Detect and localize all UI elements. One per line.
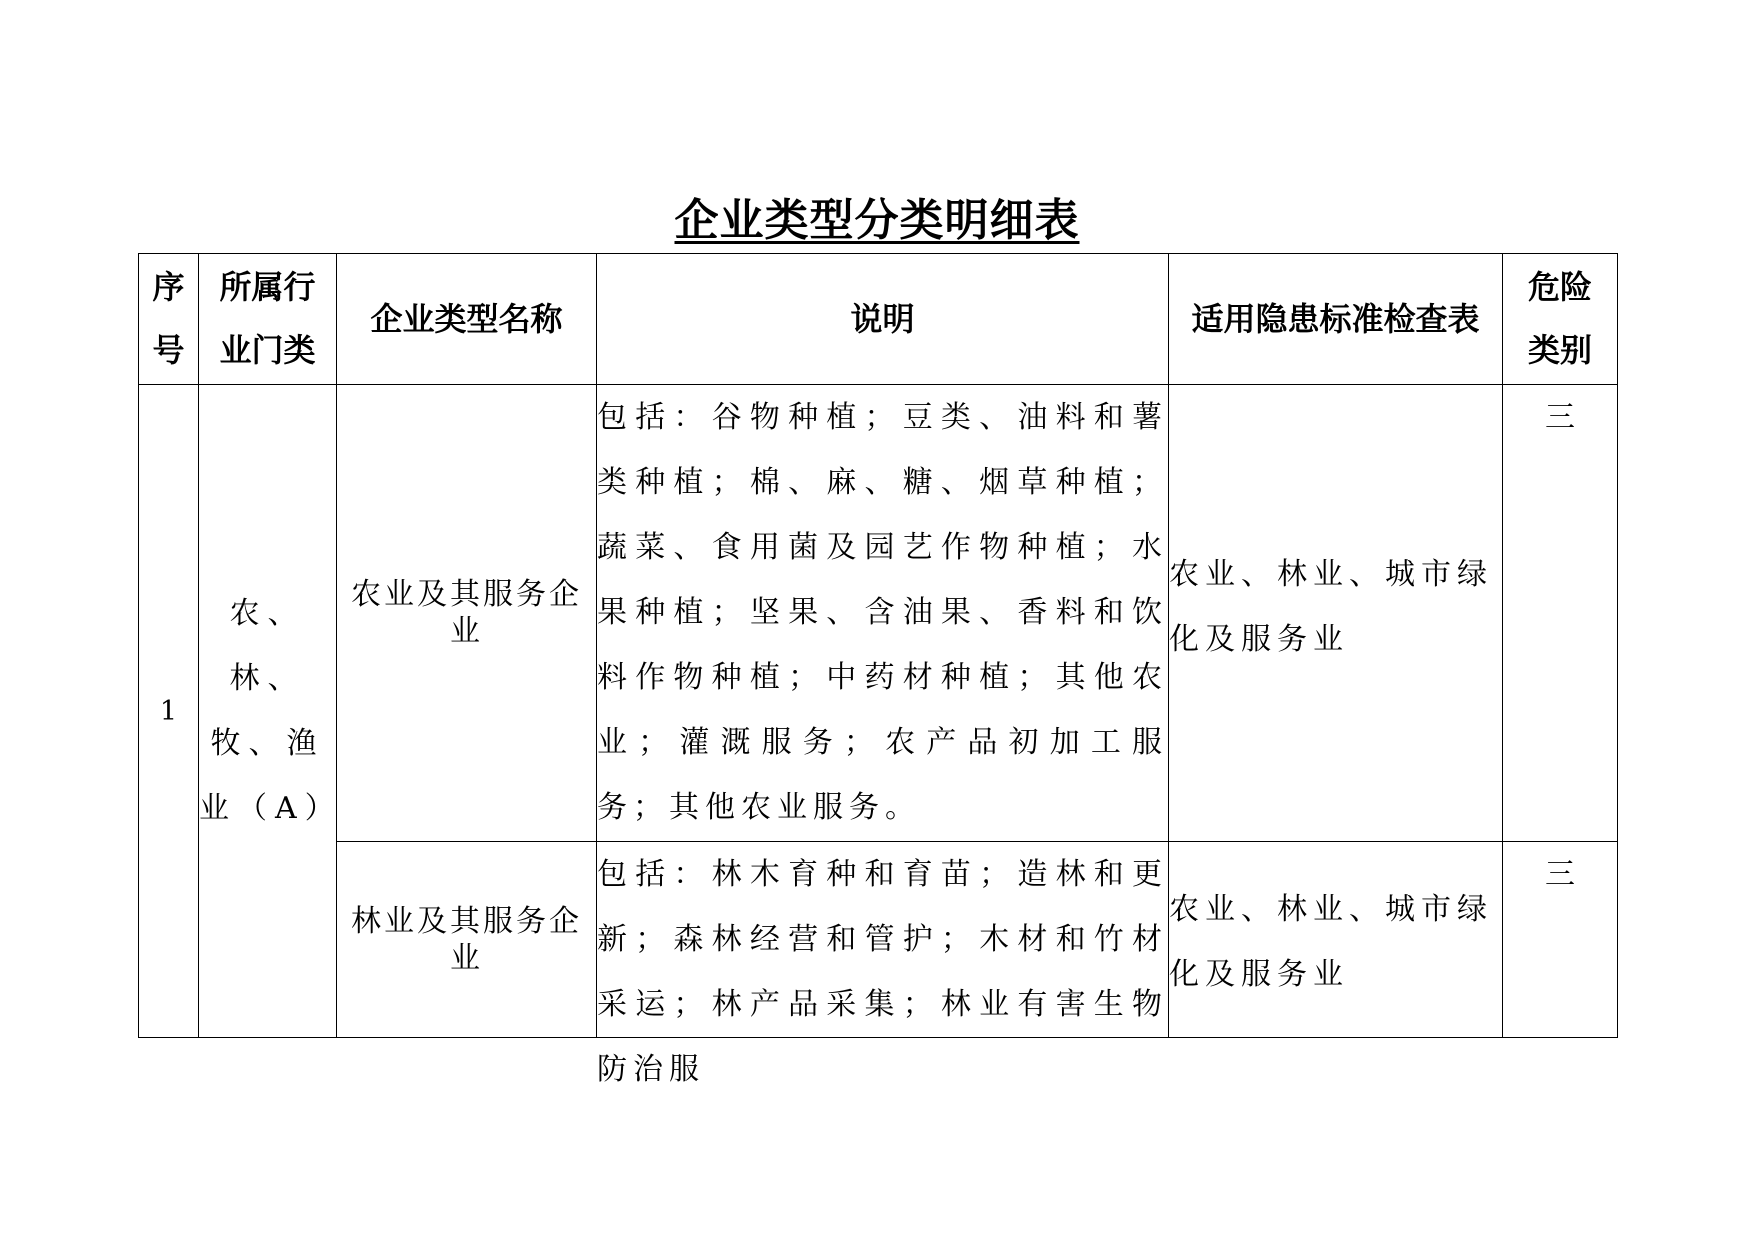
industry-text: 农、林、牧、渔业（A） bbox=[199, 596, 343, 826]
serial-cell: 1 bbox=[139, 385, 199, 1038]
table-row bbox=[139, 385, 1618, 842]
checklist-cell bbox=[1169, 842, 1503, 1038]
header-risk: 危险类别 bbox=[1503, 254, 1618, 385]
description-cell bbox=[597, 385, 1169, 842]
page-title-text: 企业类型分类明细表 bbox=[674, 195, 1080, 246]
checklist-text: 农业、林业、城市绿化及服务业 bbox=[1169, 891, 1493, 992]
page-title bbox=[0, 192, 1754, 250]
header-name: 企业类型名称 bbox=[337, 254, 597, 385]
enterprise-type-cell bbox=[337, 385, 597, 842]
header-serial: 序号 bbox=[139, 254, 199, 385]
risk-cell: 三 bbox=[1503, 385, 1618, 842]
table-row bbox=[139, 842, 1618, 1038]
description-text: 包括：林木育种和育苗；造林和更新；森林经营和管护；木材和竹材采运；林产品采集；林业有害生物防治服 bbox=[597, 857, 1168, 1087]
header-checklist: 适用隐患标准检查表 bbox=[1169, 254, 1503, 385]
description-text: 包括：谷物种植；豆类、油料和薯类种植；棉、麻、糖、烟草种植；蔬菜、食用菌及园艺作物种植；水果种植；坚果、含油果、香料和饮料作物种植；中药材种植；其他农业；灌溉服务；农产品初加工服务；其他农业服务。 bbox=[597, 400, 1168, 825]
enterprise-type-cell bbox=[337, 842, 597, 1038]
checklist-text: 农业、林业、城市绿化及服务业 bbox=[1169, 557, 1493, 657]
header-industry: 所属行业门类 bbox=[199, 254, 337, 385]
risk-cell: 三 bbox=[1503, 842, 1618, 1038]
enterprise-type-text: 农业及其服务企业 bbox=[351, 577, 582, 649]
enterprise-type-text: 林业及其服务企业 bbox=[351, 903, 582, 976]
table-header-row bbox=[139, 254, 1618, 385]
checklist-cell bbox=[1169, 385, 1503, 842]
header-description: 说明 bbox=[597, 254, 1169, 385]
classification-table bbox=[138, 253, 1618, 1087]
description-cell bbox=[597, 842, 1169, 1087]
industry-cell bbox=[199, 385, 343, 1038]
